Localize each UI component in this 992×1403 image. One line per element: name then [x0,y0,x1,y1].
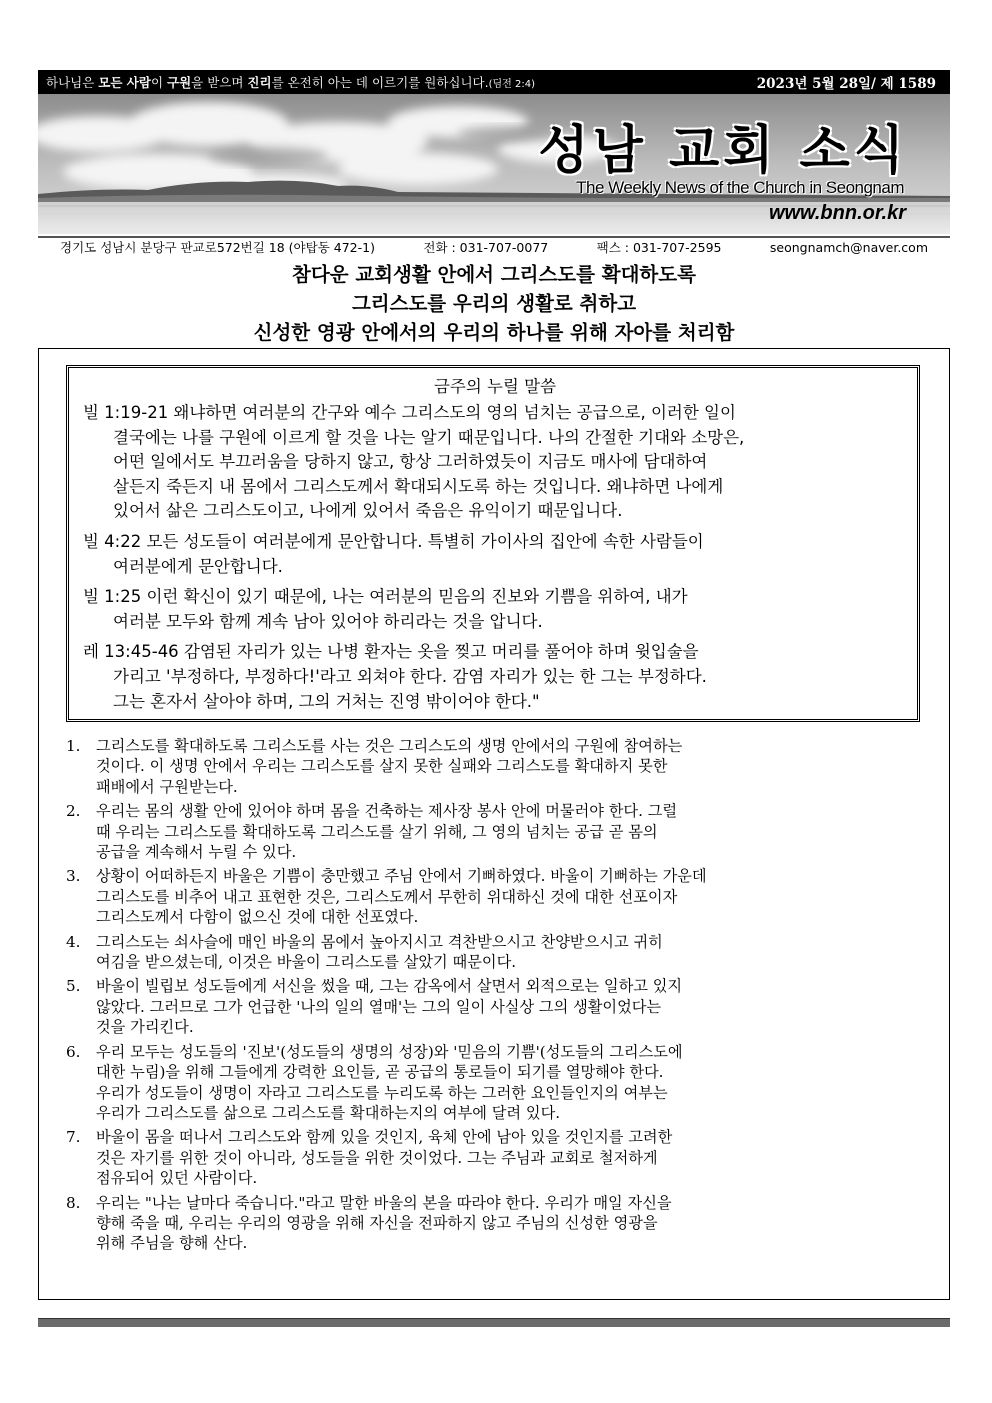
contact-info [38,236,950,254]
headline-line: 그리스도를 우리의 생활로 취하고 [351,292,637,315]
point-line: 우리가 그리스도를 삶으로 그리스도를 확대하는지의 여부에 달려 있다. [96,1103,561,1122]
point-number: 4. [66,932,81,951]
point-line: 우리 모두는 성도들의 '진보'(성도들의 생명의 성장)와 '믿음의 기쁨'(성도들의 그리스도에 [96,1042,683,1061]
verse-line: 살든지 죽든지 내 몸에서 그리스도께서 확대되시도록 하는 것입니다. 왜냐하면 나에게 [113,476,724,496]
verse-line: 빌 1:25 이런 확신이 있기 때문에, 나는 여러분의 믿음의 진보와 기쁨을 위하여, 내가 [83,587,688,607]
point-line: 대한 누림)을 위해 그들에게 강력한 요인들, 곧 공급의 통로들이 되기를 열망해야 한다. [96,1063,664,1082]
verses-box [66,365,920,722]
point-item [66,976,922,1037]
point-line: 않았다. 그러므로 그가 언급한 '나의 일의 열매'는 그의 일이 사실상 그의 생활이었다는 [96,997,662,1016]
header-bar [38,70,950,94]
point-number: 3. [66,867,81,886]
headline-line: 참다운 교회생활 안에서 그리스도를 확대하도록 [292,263,696,286]
verse-item [83,585,907,634]
point-number: 5. [66,977,81,996]
verse-reference: (딤전 2:4) [488,79,536,90]
point-number: 2. [66,802,81,821]
verses-title: 금주의 누릴 말씀 [433,377,557,396]
email: seongnamch@naver.com [769,239,928,255]
point-item [66,801,922,862]
verse-part: 를 온전히 아는 데 이르기를 원하십니다. [271,75,489,90]
verse-line: 가리고 '부정하다, 부정하다!'라고 외쳐야 한다. 감염 자리가 있는 한 그는 부정하다. [113,666,707,686]
verse-line: 결국에는 나를 구원에 이르게 할 것을 나는 알기 때문입니다. 나의 간절한 기대와 소망은, [113,427,745,447]
point-line: 향해 죽을 때, 우리는 우리의 영광을 위해 자신을 전파하지 않고 주님의 신성한 영광을 [96,1213,658,1232]
verse-item [83,530,907,579]
verse-line: 빌 1:19-21 왜냐하면 여러분의 간구와 예수 그리스도의 영의 넘치는 공급으로, 이러한 일이 [83,403,736,422]
verse-part-bold: 구원 [167,75,192,90]
point-item [66,1193,922,1254]
verse-list [83,401,907,714]
verse-line: 있어서 삶은 그리스도이고, 나에게 있어서 죽음은 유익이기 때문입니다. [113,501,623,521]
point-line: 우리가 성도들이 생명이 자라고 그리스도를 누리도록 하는 그러한 요인들인지의 여부는 [96,1083,668,1102]
point-item [66,736,922,797]
point-line: 그리스도를 비추어 내고 표현한 것은, 그리스도께서 무한히 위대하신 것에 대한 선포이자 [96,887,678,906]
point-line: 바울이 몸을 떠나서 그리스도와 함께 있을 것인지, 육체 안에 남아 있을 것인지를 고려한 [96,1128,673,1147]
verse-item [83,401,907,524]
point-line: 우리는 "나는 날마다 죽습니다."라고 말한 바울의 본을 따라야 한다. 우리가 매일 자신을 [96,1193,672,1212]
point-item [66,932,922,973]
point-line: 것이다. 이 생명 안에서 우리는 그리스도를 살지 못한 실패와 그리스도를 확대하지 못한 [96,757,668,776]
point-line: 때 우리는 그리스도를 확대하도록 그리스도를 살기 위해, 그 영의 넘치는 공급 곧 몸의 [96,822,658,841]
issue-date: 2023년 5월 28일/ 제 1589 [756,76,936,92]
point-line: 그리스도께서 다함이 없으신 것에 대한 선포였다. [96,908,419,927]
verse-part: 이 [150,75,167,90]
verse-line: 빌 4:22 모든 성도들이 여러분에게 문안합니다. 특별히 가이사의 집안에 속한 사람들이 [83,531,704,551]
fax: 팩스 : 031-707-2595 [596,240,722,255]
point-number: 1. [66,737,81,755]
point-line: 것은 자기를 위한 것이 아니라, 성도들을 위한 것이었다. 그는 주님과 교회로 철저하게 [96,1148,658,1167]
point-line: 우리는 몸의 생활 안에 있어야 하며 몸을 건축하는 제사장 봉사 안에 머물러야 한다. 그럴 [96,802,678,821]
point-line: 여김을 받으셨는데, 이것은 바울이 그리스도를 살았기 때문이다. [96,953,517,972]
verse-part: 하나님은 [46,75,99,90]
point-line: 점유되어 있던 사람이다. [96,1169,258,1188]
address: 경기도 성남시 분당구 판교로572번길 18 (야탑동 472-1) [60,240,375,255]
verse-line: 레 13:45-46 감염된 자리가 있는 나병 환자는 옷을 찢고 머리를 풀어야 하며 윗입술을 [83,642,699,662]
point-line: 상황이 어떠하든지 바울은 기쁨이 충만했고 주님 안에서 기뻐하였다. 바울이 기뻐하는 가운데 [96,867,707,886]
newsletter-title: 성남 교회 소식 [538,121,908,181]
point-line: 그리스도는 쇠사슬에 매인 바울의 몸에서 높아지시고 격찬받으시고 찬양받으시고 귀히 [96,932,663,951]
verse-part: 을 받으며 [191,75,248,90]
verse-line: 그는 혼자서 살아야 하며, 그의 거처는 진영 밖이어야 한다." [113,691,540,711]
point-line: 바울이 빌립보 성도들에게 서신을 썼을 때, 그는 감옥에서 살면서 외적으로는 일하고 있지 [96,977,683,996]
point-line: 공급을 계속해서 누릴 수 있다. [96,843,297,862]
point-item [66,1042,922,1124]
verse-line: 여러분 모두와 함께 계속 남아 있어야 하리라는 것을 압니다. [113,611,543,631]
headline [38,260,950,347]
footer-bar [38,1318,950,1327]
point-item [66,866,922,927]
verse-line: 여러분에게 문안합니다. [113,556,283,576]
point-line: 것을 가리킨다. [96,1018,194,1037]
banner [38,94,950,234]
point-number: 6. [66,1042,81,1061]
point-line: 그리스도를 확대하도록 그리스도를 사는 것은 그리스도의 생명 안에서의 구원에 참여하는 [96,737,683,755]
point-item [66,1127,922,1188]
points-list [66,736,922,1258]
verse-line: 어떤 일에서도 부끄러움을 당하지 않고, 항상 그러하였듯이 지금도 매사에 담대하여 [113,452,708,472]
point-number: 8. [66,1193,81,1212]
verse-item [83,640,907,714]
verse-part-bold: 모든 사람 [98,75,151,90]
verse-part-bold: 진리 [247,75,272,90]
point-line: 위해 주님을 향해 산다. [96,1234,248,1253]
point-line: 패배에서 구원받는다. [96,777,238,796]
newsletter-subtitle: The Weekly News of the Church in Seongnam [576,178,904,197]
website-url: www.bnn.or.kr [768,202,906,224]
point-number: 7. [66,1128,81,1147]
phone: 전화 : 031-707-0077 [423,240,549,255]
header-verse [46,73,535,91]
headline-line: 신성한 영광 안에서의 우리의 하나를 위해 자아를 처리함 [253,321,735,344]
